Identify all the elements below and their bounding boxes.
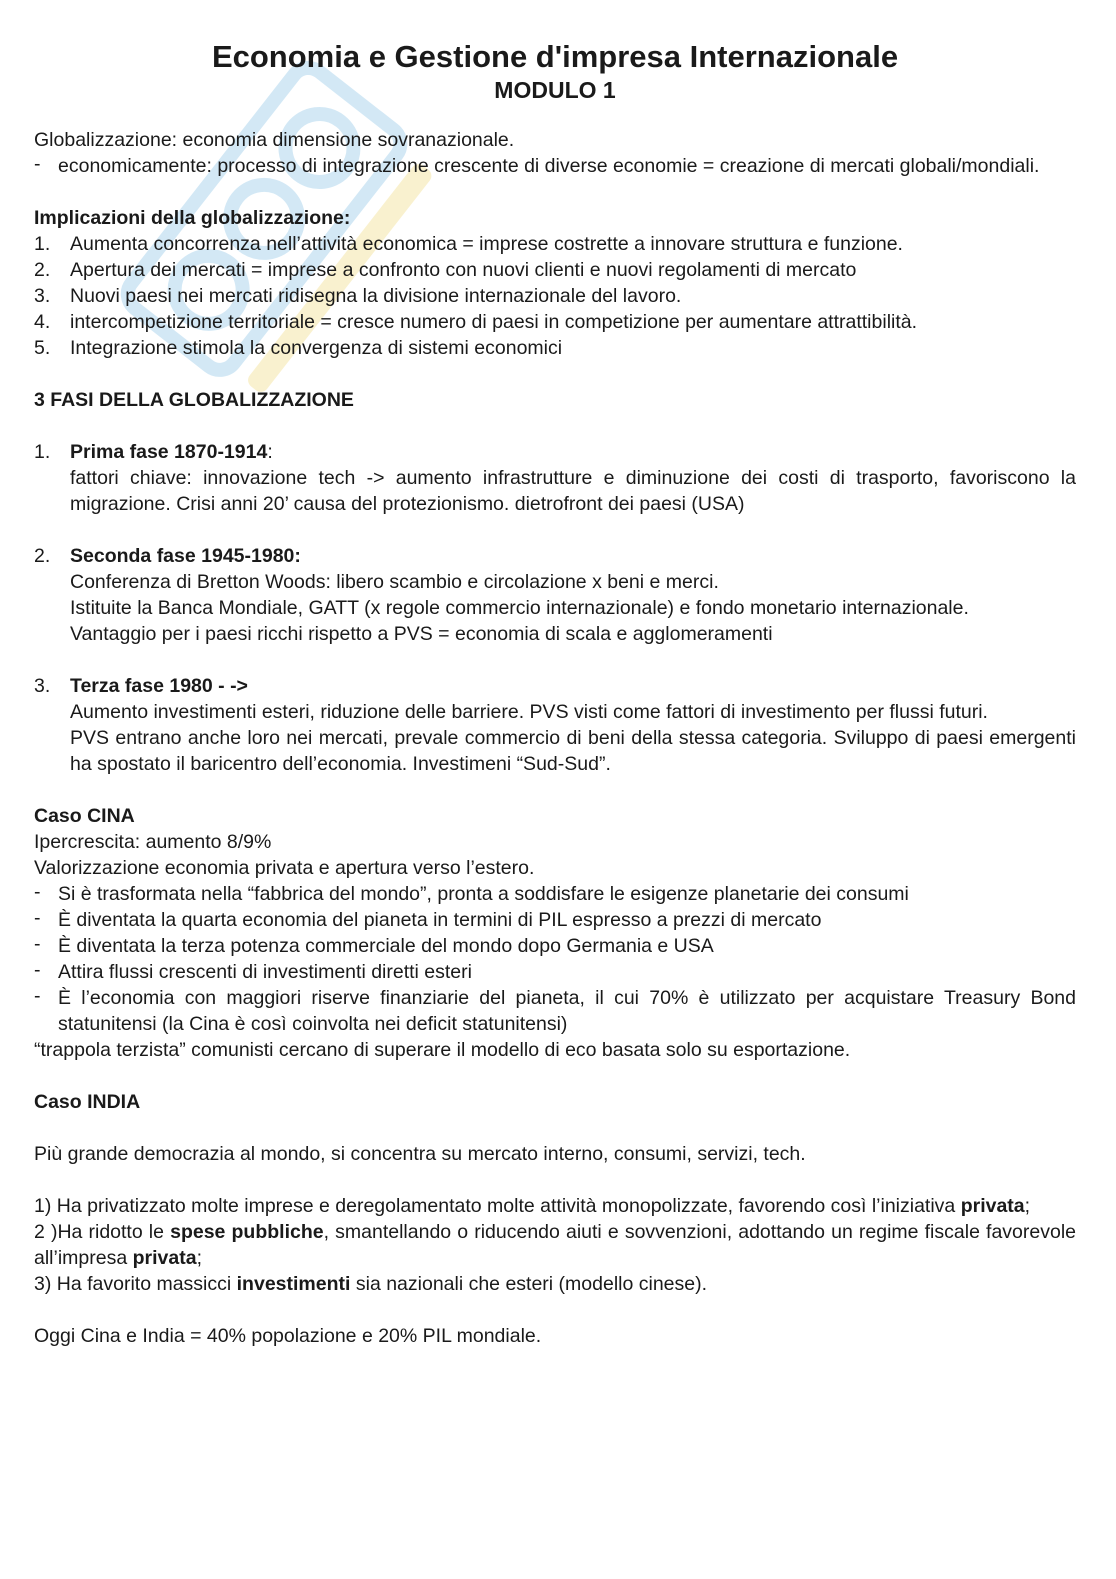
- cina-bullet: - È l’economia con maggiori riserve finanziarie del pianeta, il cui 70% è utilizzato per acquistare Treasury Bond statunitensi (la Cina è così coinvolta nei deficit statunitensi): [34, 985, 1076, 1037]
- item-number: 2.: [34, 259, 51, 281]
- implicazioni-item: [34, 335, 1076, 361]
- india-text: sia nazionali che esteri (modello cinese).: [350, 1273, 708, 1295]
- india-text: ;: [1024, 1195, 1031, 1217]
- fase-number: 1.: [34, 441, 51, 463]
- fase-title: Prima fase 1870-1914: [70, 441, 268, 463]
- implicazioni-heading: Implicazioni della globalizzazione:: [34, 207, 351, 229]
- intro-line: Globalizzazione: economia dimensione sovranazionale.: [34, 129, 515, 151]
- document-title: Economia e Gestione d'impresa Internazionale: [211, 39, 899, 74]
- fase-number: 3.: [34, 675, 51, 697]
- cina-line: Ipercrescita: aumento 8/9%: [34, 831, 272, 853]
- implicazioni-item: [34, 257, 1076, 283]
- cina-heading: Caso CINA: [34, 805, 135, 827]
- cina-bullet: - È diventata la terza potenza commerciale del mondo dopo Germania e USA: [34, 933, 1076, 959]
- india-point-2: [34, 1219, 1076, 1271]
- india-text: ;: [196, 1247, 202, 1269]
- cina-bullet: - È diventata la quarta economia del pianeta in termini di PIL espresso a prezzi di mercato: [34, 907, 1076, 933]
- fase-title: Terza fase 1980 - ->: [70, 675, 248, 697]
- implicazioni-item: [34, 231, 1076, 257]
- india-emphasis: investimenti: [236, 1273, 351, 1295]
- fase-text: PVS entrano anche loro nei mercati, prevale commercio di beni della stessa categoria. Sviluppo di paesi emergenti ha spostato il baricentro dell’economia. Investimeni “Sud-Sud”.: [70, 727, 1076, 775]
- fase-text: Conferenza di Bretton Woods: libero scambio e circolazione x beni e merci.: [70, 571, 719, 593]
- fase-text: Istituite la Banca Mondiale, GATT (x regole commercio internazionale) e fondo monetario internazionale.: [70, 597, 969, 619]
- fase-number: 2.: [34, 545, 51, 567]
- india-closing: Oggi Cina e India = 40% popolazione e 20% PIL mondiale.: [34, 1325, 542, 1347]
- india-emphasis: privata: [132, 1247, 197, 1269]
- document-page: [34, 38, 1076, 1349]
- item-text: Integrazione stimola la convergenza di sistemi economici: [70, 337, 563, 359]
- india-emphasis: privata: [960, 1195, 1025, 1217]
- india-text: , smantellando o riducendo aiuti e sovvenzioni, adottando un regime fiscale favorevole all’impresa: [34, 1221, 1076, 1269]
- item-text: Nuovi paesi nei mercati ridisegna la divisione internazionale del lavoro.: [70, 285, 682, 307]
- india-text: 1) Ha privatizzato molte imprese e deregolamentato molte attività monopolizzate, favorendo così l’iniziativa: [34, 1195, 961, 1217]
- india-point-1: [34, 1193, 1076, 1219]
- item-number: 5.: [34, 337, 51, 359]
- india-text: 2 )Ha ridotto le: [34, 1221, 171, 1243]
- fase-text: Aumento investimenti esteri, riduzione delle barriere. PVS visti come fattori di investimento per flussi futuri.: [70, 701, 988, 723]
- fase-title: Seconda fase 1945-1980:: [70, 545, 301, 567]
- item-number: 4.: [34, 311, 51, 333]
- fase-1: [34, 439, 1076, 517]
- item-text: Aumenta concorrenza nell’attività economica = imprese costrette a innovare struttura e funzione.: [70, 233, 903, 255]
- fase-text: Vantaggio per i paesi ricchi rispetto a PVS = economia di scala e agglomeramenti: [70, 623, 773, 645]
- item-number: 3.: [34, 285, 51, 307]
- cina-bullet: - Attira flussi crescenti di investimenti diretti esteri: [34, 959, 1076, 985]
- implicazioni-item: [34, 283, 1076, 309]
- cina-closing: “trappola terzista” comunisti cercano di superare il modello di eco basata solo su esportazione.: [34, 1039, 851, 1061]
- item-text: Apertura dei mercati = imprese a confronto con nuovi clienti e nuovi regolamenti di mercato: [70, 259, 857, 281]
- india-text: 3) Ha favorito massicci: [34, 1273, 237, 1295]
- india-heading: Caso INDIA: [34, 1091, 141, 1113]
- fase-title-colon: :: [267, 441, 273, 463]
- fase-3: [34, 673, 1076, 777]
- india-intro: Più grande democrazia al mondo, si concentra su mercato interno, consumi, servizi, tech.: [34, 1143, 806, 1165]
- item-text: intercompetizione territoriale = cresce numero di paesi in competizione per aumentare attrattibilità.: [70, 311, 918, 333]
- cina-line: Valorizzazione economia privata e apertura verso l’estero.: [34, 857, 535, 879]
- implicazioni-item: [34, 309, 1076, 335]
- india-point-3: [34, 1271, 1076, 1297]
- document-subtitle: MODULO 1: [494, 77, 616, 103]
- fase-2: [34, 543, 1076, 647]
- fasi-heading: 3 FASI DELLA GLOBALIZZAZIONE: [34, 389, 354, 411]
- fase-text: fattori chiave: innovazione tech -> aumento infrastrutture e diminuzione dei costi di trasporto, favoriscono la migrazione. Crisi anni 20’ causa del protezionismo. dietrofront dei paesi (USA): [70, 467, 1076, 515]
- item-number: 1.: [34, 233, 51, 255]
- cina-bullet: - Si è trasformata nella “fabbrica del mondo”, pronta a soddisfare le esigenze planetarie dei consumi: [34, 881, 1076, 907]
- india-emphasis: spese pubbliche: [170, 1221, 324, 1243]
- intro-bullet: - economicamente: processo di integrazione crescente di diverse economie = creazione di mercati globali/mondiali.: [34, 153, 1076, 179]
